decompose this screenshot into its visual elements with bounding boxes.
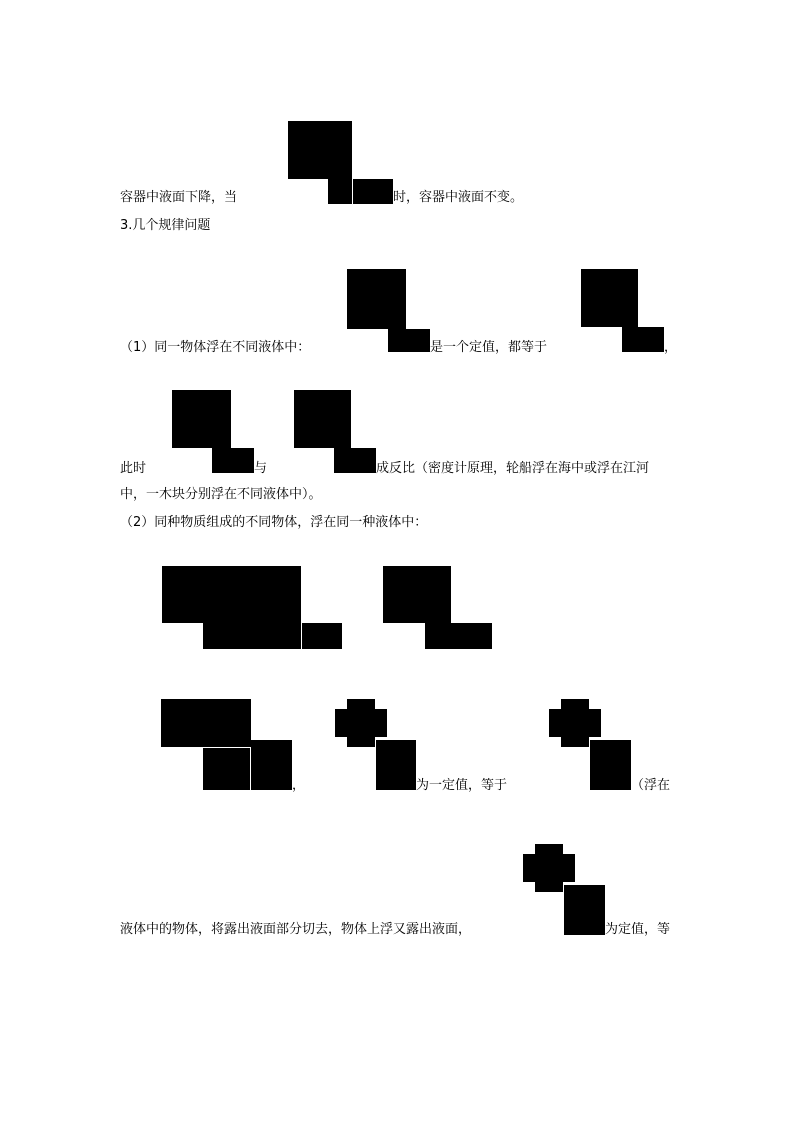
text-line-7c: （浮在	[631, 778, 671, 793]
text-line-4a: 此时	[120, 461, 147, 476]
text-line-4c: 成反比（密度计原理，轮船浮在海中或浮在江河	[376, 461, 650, 476]
formula-image-7	[383, 566, 451, 623]
formula-image-6	[162, 566, 301, 623]
formula-image-6	[203, 623, 301, 649]
formula-image-2	[388, 329, 430, 352]
text-line-1b: 时，容器中液面不变。	[393, 190, 524, 205]
formula-image-7	[425, 623, 451, 649]
formula-image-3	[622, 327, 664, 352]
formula-image-9	[376, 740, 416, 790]
text-line-8a: 液体中的物体，将露出液面部分切去，物体上浮又露出液面，	[120, 922, 472, 937]
formula-image-9	[335, 709, 387, 737]
formula-image-8	[251, 740, 292, 790]
formula-image-4	[172, 390, 231, 448]
text-line-5: 中，一木块分别浮在不同液体中）。	[120, 487, 322, 502]
formula-image-8	[203, 748, 250, 790]
formula-image-10	[590, 740, 631, 790]
formula-image-5	[294, 390, 351, 448]
text-line-4b: 与	[254, 461, 268, 476]
text-line-3a: （1）同一物体浮在不同液体中：	[120, 340, 311, 355]
text-line-1a: 容器中液面下降，当	[120, 190, 238, 205]
formula-image-2	[347, 269, 406, 329]
formula-image-1	[288, 121, 352, 179]
section-heading: 3.几个规律问题	[120, 218, 211, 233]
formula-image-6	[302, 623, 342, 649]
formula-image-11	[523, 854, 575, 882]
text-line-7a: ，	[292, 778, 306, 793]
formula-image-11	[564, 885, 605, 935]
formula-image-1	[328, 179, 352, 204]
formula-image-8	[161, 699, 251, 747]
formula-image-5	[334, 448, 376, 473]
text-line-3c: ，	[664, 340, 678, 355]
text-line-6: （2）同种物质组成的不同物体，浮在同一种液体中：	[120, 515, 428, 530]
text-line-8b: 为定值，等	[605, 922, 671, 937]
formula-image-7	[451, 623, 492, 649]
text-line-3b: 是一个定值，都等于	[430, 340, 548, 355]
formula-image-3	[581, 269, 638, 327]
text-line-7b: 为一定值，等于	[416, 778, 508, 793]
formula-image-4	[212, 448, 254, 473]
formula-image-10	[549, 709, 601, 737]
formula-image-1	[353, 179, 393, 204]
